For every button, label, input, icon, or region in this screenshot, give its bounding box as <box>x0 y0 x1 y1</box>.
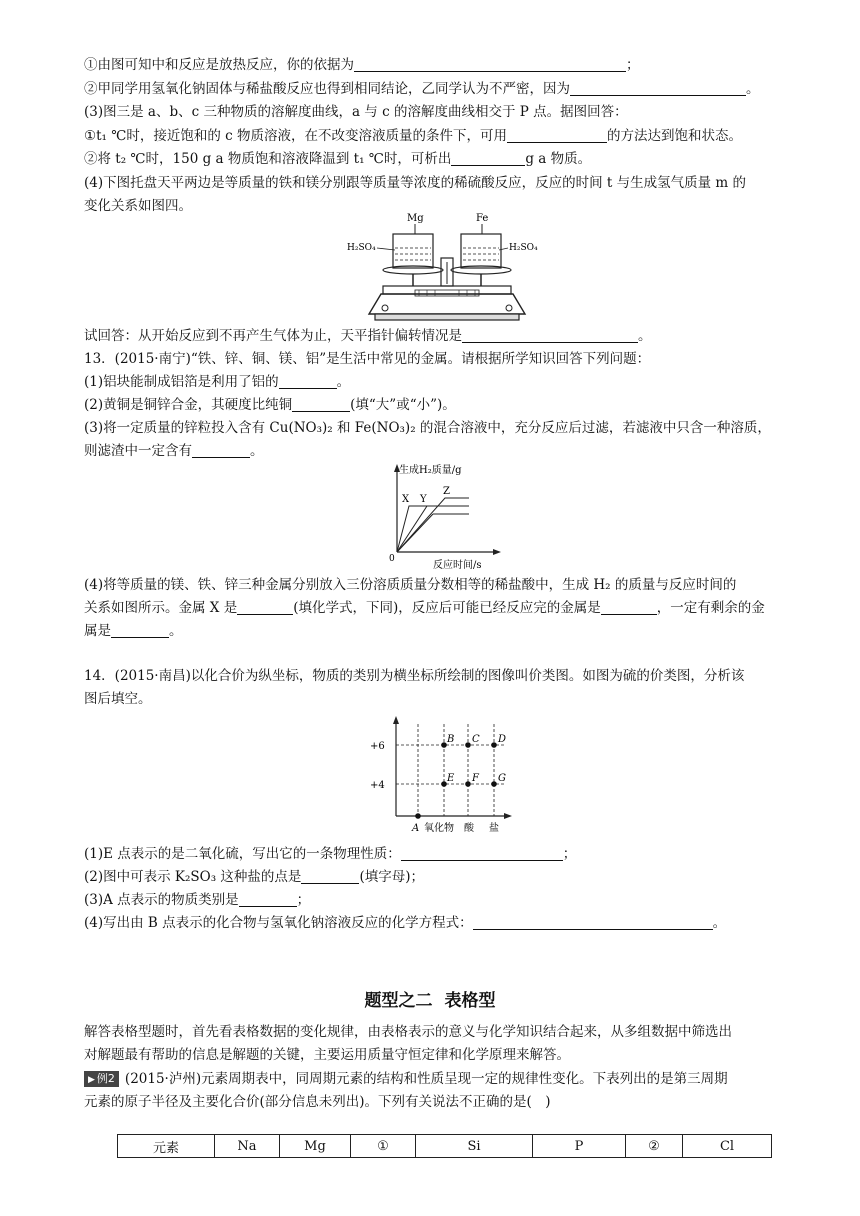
h2-graph-ylabel: 生成H₂质量/g <box>399 465 462 476</box>
left-acid-label: H₂SO₄ <box>347 243 376 253</box>
answer-blank[interactable] <box>451 151 525 166</box>
answer-blank[interactable] <box>473 915 713 930</box>
point-e-label: E <box>447 773 455 784</box>
section-intro: 解答表格型题时，首先看表格数据的变化规律，由表格表示的意义与化学知识结合起来，从多组数据中筛选出 <box>84 1024 732 1040</box>
point-d <box>491 742 497 748</box>
table-row <box>118 1135 772 1158</box>
question-14-stem: 14．(2015·南昌)以化合价为纵坐标，物质的类别为横坐标所绘制的图像叫价类图。如图为硫的价类图，分析该 <box>84 668 745 684</box>
series-x-label: X <box>402 494 410 505</box>
series-x-line <box>397 506 469 552</box>
balance-figure <box>345 206 545 326</box>
answer-blank[interactable] <box>239 892 297 907</box>
point-b <box>441 742 447 748</box>
y-tick-plus4: +4 <box>370 780 385 791</box>
table-cell: Cl <box>683 1135 772 1158</box>
element-table <box>117 1134 772 1158</box>
left-beaker <box>393 234 433 268</box>
x-label-salt: 盐 <box>489 823 499 834</box>
point-f <box>465 781 471 787</box>
text-line: 属是 。 <box>84 623 183 639</box>
point-c <box>465 742 471 748</box>
text-line: (1)E 点表示的是二氧化硫，写出它的一条物理性质： ； <box>84 846 577 862</box>
answer-blank[interactable] <box>507 128 607 143</box>
text-line: (2)图中可表示 K₂SO₃ 这种盐的点是 (填字母)； <box>84 869 424 885</box>
text-line: (4)将等质量的镁、铁、锌三种金属分别放入三份溶质质量分数相等的稀盐酸中，生成 H₂ 的质量与反应时间的 <box>84 577 737 593</box>
point-e <box>441 781 447 787</box>
section-intro: 对解题最有帮助的信息是解题的关键，主要运用质量守恒定律和化学原理来解答。 <box>84 1047 570 1063</box>
text-line: (3)A 点表示的物质类别是 ； <box>84 892 311 908</box>
section-subtitle: 表格型 <box>444 991 496 1011</box>
point-a-label: A <box>412 823 420 834</box>
text-line: (3)图三是 a、b、c 三种物质的溶解度曲线，a 与 c 的溶解度曲线相交于 P 点。据图回答： <box>84 104 628 120</box>
table-cell: Mg <box>280 1135 351 1158</box>
series-y-line <box>397 506 427 552</box>
table-cell: Na <box>215 1135 280 1158</box>
answer-blank[interactable] <box>301 869 359 884</box>
answer-blank[interactable] <box>354 57 626 72</box>
text-line: 变化关系如图四。 <box>84 198 192 214</box>
series-y-label: Y <box>420 494 427 505</box>
answer-blank[interactable] <box>237 600 293 615</box>
sulfur-valence-graph <box>368 712 528 836</box>
point-g-label: G <box>498 773 506 784</box>
balance-left-label: Mg <box>407 213 424 224</box>
answer-blank[interactable] <box>401 846 563 861</box>
h2-graph-xlabel: 反应时间/s <box>433 560 482 571</box>
table-cell: P <box>533 1135 626 1158</box>
section-title: 题型之二 <box>364 991 433 1011</box>
table-header-cell: 元素 <box>118 1135 215 1158</box>
text-line: ②将 t₂ ℃时，150 g a 物质饱和溶液降温到 t₁ ℃时，可析出 g a 物质。 <box>84 151 592 167</box>
point-c-label: C <box>472 734 480 745</box>
text-line: 试回答：从开始反应到不再产生气体为止，天平指针偏转情况是 。 <box>84 328 652 344</box>
play-triangle-icon: ▶ <box>88 1075 95 1085</box>
balance-right-label: Fe <box>476 213 489 224</box>
table-cell: Si <box>416 1135 533 1158</box>
answer-blank[interactable] <box>462 328 638 343</box>
right-acid-label: H₂SO₄ <box>509 243 538 253</box>
h2-graph-origin: 0 <box>389 554 395 564</box>
series-z-label: Z <box>443 486 450 497</box>
text-line: (4)下图托盘天平两边是等质量的铁和镁分别跟等质量等浓度的稀硫酸反应，反应的时间 t 与生成氢气质量 m 的 <box>84 175 747 191</box>
text-line: ①由图可知中和反应是放热反应，你的依据为 ； <box>84 57 640 73</box>
right-beaker <box>461 234 501 268</box>
table-cell: ① <box>351 1135 416 1158</box>
text-line: (4)写出由 B 点表示的化合物与氢氧化钠溶液反应的化学方程式： 。 <box>84 915 727 931</box>
answer-blank[interactable] <box>192 443 250 458</box>
table-cell: ② <box>626 1135 683 1158</box>
x-label-oxide: 氧化物 <box>424 823 454 834</box>
answer-blank[interactable] <box>292 397 350 412</box>
point-b-label: B <box>447 734 455 745</box>
question-13-stem: 13．(2015·南宁)“铁、锌、铜、镁、铝”是生活中常见的金属。请根据所学知识回答下列问题： <box>84 351 651 367</box>
y-tick-plus6: +6 <box>370 741 385 752</box>
text-line: (1)铝块能制成铝箔是利用了铝的 。 <box>84 374 351 390</box>
answer-blank[interactable] <box>570 81 746 96</box>
h2-mass-graph <box>385 460 505 572</box>
text-line: (2)黄铜是铜锌合金，其硬度比纯铜 (填“大”或“小”)。 <box>84 397 456 413</box>
x-label-acid: 酸 <box>464 823 474 834</box>
text-line: ②甲同学用氢氧化钠固体与稀盐酸反应也得到相同结论，乙同学认为不严密，因为 。 <box>84 81 760 97</box>
text-line: ①t₁ ℃时，接近饱和的 c 物质溶液，在不改变溶液质量的条件下，可用 的方法达到饱和状态。 <box>84 128 742 144</box>
text-line: 图后填空。 <box>84 691 152 707</box>
answer-blank[interactable] <box>111 623 169 638</box>
point-f-label: F <box>472 773 479 784</box>
point-d-label: D <box>498 734 507 745</box>
example-badge: ▶ 例2 <box>84 1071 119 1087</box>
point-a <box>415 813 421 819</box>
example-2-line: ▶ 例2 (2015·泸州)元素周期表中，同周期元素的结构和性质呈现一定的规律性变化。下表列出的是第三周期 <box>84 1069 728 1089</box>
section-heading <box>0 986 860 1011</box>
text-line: 则滤渣中一定含有 。 <box>84 443 264 459</box>
text-line: 元素的原子半径及主要化合价(部分信息未列出)。下列有关说法不正确的是( ) <box>84 1094 551 1110</box>
text-line: (3)将一定质量的锌粒投入含有 Cu(NO₃)₂ 和 Fe(NO₃)₂ 的混合溶液中，充分反应后过滤，若滤液中只含一种溶质， <box>84 420 771 436</box>
answer-blank[interactable] <box>279 374 337 389</box>
point-g <box>491 781 497 787</box>
answer-blank[interactable] <box>601 600 657 615</box>
text-line: 关系如图所示。金属 X 是 (填化学式，下同)，反应后可能已经反应完的金属是 ，一定有剩余的金 <box>84 600 765 616</box>
